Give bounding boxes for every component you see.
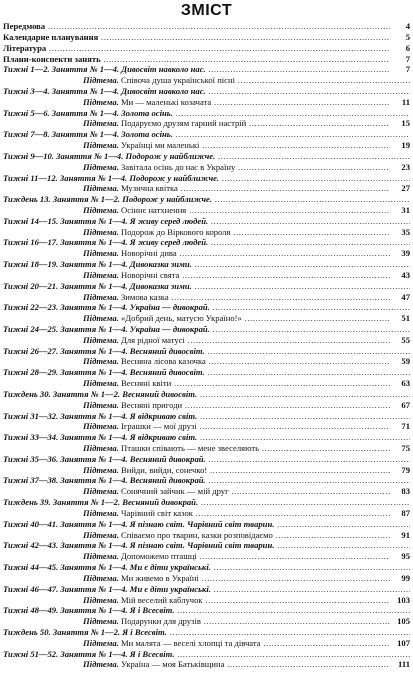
toc-entry [3,400,410,411]
toc-entry-text [83,162,390,173]
toc-entry-text [83,75,410,86]
toc-entry [3,118,410,129]
page-number: 47 [392,292,410,303]
entry-title: Тижні 20—21. Заняття № 1—4. Дивоказка зими. [3,280,192,291]
toc-entry-text [3,454,410,465]
page-number: 87 [392,508,410,519]
entry-title: Література [3,42,47,53]
page-number: 111 [392,659,410,670]
entry-title: Тижні 31—32. Заняття № 1—4. Я відкриваю світ. [3,410,198,421]
entry-title: Новорічні свята [121,269,180,280]
entry-title: Тижні 46—47. Заняття № 1—4. Ми є діти українські. [3,583,211,594]
toc-entry [3,86,410,97]
toc-entry [3,194,410,205]
toc-entry [3,281,410,292]
entry-title: Тижні 48—49. Заняття № 1—4. Я і Всесвіт. [3,605,175,616]
entry-title: Для рідної матусі [121,334,185,345]
toc-entry [3,378,410,389]
page-number: 107 [392,638,410,649]
toc-entry-text [3,519,410,530]
toc-entry [3,205,410,216]
toc-entry-text [83,508,390,519]
subtopic-label: Підтема. [83,183,119,194]
entry-title: Іграшки — мої друзі [121,421,197,432]
page-number: 83 [392,486,410,497]
subtopic-label: Підтема. [83,637,119,648]
page-number: 103 [392,595,410,606]
entry-title: Передмова [3,21,46,31]
toc-entry [3,605,410,616]
subtopic-label: Підтема. [83,443,119,453]
toc-entry-text [83,140,390,151]
subtopic-label: Підтема. [83,399,119,410]
entry-title: Україна — моя Батьківщина [121,659,225,670]
page-number: 15 [392,118,410,129]
toc-entry [3,573,410,584]
toc-entry-text [83,400,390,411]
toc-entry-text [3,346,410,357]
subtopic-label: Підтема. [83,486,119,497]
toc-entry [3,367,410,378]
subtopic-label: Підтема. [83,140,119,150]
toc-entry [3,530,410,541]
page-number: 59 [392,356,410,367]
toc-entry [3,129,410,140]
toc-entry [3,313,410,324]
toc-entry [3,335,410,346]
toc-entry-text [3,129,410,140]
entry-title: Тижні 5—6. Заняття № 1—4. Золота осінь. [3,107,173,118]
toc-entry-text [3,475,410,486]
entry-title: Весняні пригоди [121,399,183,410]
toc-entry [3,584,410,595]
toc-entry [3,627,410,638]
toc-entry-text [83,551,390,562]
toc-entry-text [83,443,390,454]
toc-entry-text [3,367,410,378]
subtopic-label: Підтема. [83,118,119,129]
entry-title: Весняна лісова казочка [121,356,206,367]
toc-entry [3,659,410,670]
toc-entry-text [3,562,410,573]
toc-entry-text [83,313,390,324]
toc-entry-text [83,421,390,432]
page-number: 27 [392,183,410,194]
page-number: 39 [392,248,410,259]
toc-entry-text [3,389,410,400]
toc-entry-text [83,335,390,346]
toc-entry [3,486,410,497]
toc-entry [3,270,410,281]
toc-entry-text [83,616,390,627]
toc-entry-text [3,54,390,65]
entry-title: Пташки співають — мене звеселяють [121,443,260,453]
toc-entry-text [3,584,410,595]
toc-entry-text [3,43,390,54]
toc-entry-text [83,659,390,670]
subtopic-label: Підтема. [83,226,119,237]
toc-entry [3,21,410,32]
toc-entry [3,292,410,303]
subtopic-label: Підтема. [83,334,119,345]
toc-entry [3,173,410,184]
toc-entry-text [3,151,410,162]
toc-entry [3,649,410,660]
entry-title: Тижні 1—2. Заняття № 1—4. Дивосвіт навколо нас. [3,64,206,75]
toc-entry-text [83,356,390,367]
toc-entry [3,43,410,54]
page-number: 7 [392,64,410,75]
page-number: 5 [392,32,410,43]
toc-entry [3,248,410,259]
entry-title: Тижні 9—10. Заняття № 1—4. Подорож у найближче. [3,150,216,161]
toc-entry [3,443,410,454]
toc-entry [3,497,410,508]
toc-entry-text [83,270,390,281]
toc-entry [3,432,410,443]
toc-entry-text [3,649,410,660]
subtopic-label: Підтема. [83,269,119,280]
subtopic-label: Підтема. [83,659,119,670]
toc-entry-text [83,573,390,584]
toc-entry [3,356,410,367]
toc-entry-text [3,411,410,422]
entry-title: Ми живемо в Україні [121,572,199,583]
toc-entry-text [83,530,390,541]
page-number: 105 [392,616,410,627]
entry-title: Новорічні дива [121,248,177,259]
toc-entry [3,475,410,486]
subtopic-label: Підтема. [83,313,119,324]
toc-entry-text [83,595,390,606]
toc-entry-text [3,432,410,443]
page-number: 67 [392,400,410,411]
entry-title: Тижні 18—19. Заняття № 1—4. Дивоказка зими. [3,259,192,269]
page-number: 55 [392,335,410,346]
toc-entry-text [83,292,390,303]
page-number: 35 [392,227,410,238]
entry-title: Тижні 35—36. Заняття № 1—4. Весняний дивокрай. [3,453,206,464]
toc-entry-text [3,86,410,97]
toc-entry [3,638,410,649]
entry-title: Тижні 14—15. Заняття № 1—4. Я живу серед людей. [3,215,209,226]
subtopic-label: Підтема. [83,529,119,540]
subtopic-label: Підтема. [83,96,119,107]
toc-entry-text [3,540,410,551]
toc-entry [3,237,410,248]
entry-title: «Добрий день, матусю Україно!» [121,313,242,324]
entry-title: Тижні 33—34. Заняття № 1—4. Я відкриваю світ. [3,432,198,443]
entry-title: Музична квітка [121,183,178,194]
entry-title: Тижні 37—38. Заняття № 1—4. Весняний дивокрай. [3,475,206,486]
entry-title: Зимова казка [121,291,169,302]
subtopic-label: Підтема. [83,572,119,583]
subtopic-label: Підтема. [83,616,119,627]
entry-title: Мій веселий каблучок [121,594,203,605]
toc-entry [3,508,410,519]
subtopic-label: Підтема. [83,161,119,172]
toc-entry [3,346,410,357]
page-number: 23 [392,162,410,173]
page-number: 43 [392,270,410,281]
toc-entry [3,421,410,432]
toc-entry-text [3,173,410,184]
entry-title: Тижні 7—8. Заняття № 1—4. Золота осінь. [3,129,173,140]
entry-title: Тижні 16—17. Заняття № 1—4. Я живу серед людей. [3,237,209,248]
toc-entry [3,540,410,551]
subtopic-label: Підтема. [83,291,119,302]
subtopic-label: Підтема. [83,594,119,605]
page-number: 71 [392,421,410,432]
toc-entry-text [83,378,390,389]
toc-entry-text [83,183,390,194]
toc-entry-text [83,486,390,497]
entry-title: Чарівний світ казок [121,507,193,518]
toc-entry [3,465,410,476]
subtopic-label: Підтема. [83,356,119,367]
toc-entry-text [3,108,410,119]
entry-title: Тижні 51—52. Заняття № 1—4. Я і Всесвіт. [3,648,175,659]
toc-entry-text [3,194,410,205]
toc-entry-text [3,302,410,313]
entry-title: Подаруємо друзям гарний настрій [121,118,247,129]
page-number: 95 [392,551,410,562]
toc-entry [3,108,410,119]
toc-entry [3,519,410,530]
toc-entry [3,140,410,151]
entry-title: Весняні квіти [121,378,172,389]
subtopic-label: Підтема. [83,378,119,389]
toc-title: ЗМІСТ [180,2,233,19]
entry-title: Сонячний зайчик — мій друг [121,486,229,497]
entry-title: Тижні 22—23. Заняття № 1—4. Україна — дивокрай. [3,302,210,313]
toc-entry [3,54,410,65]
toc-entry-text [83,97,390,108]
toc-entry-text [3,64,390,75]
page-number: 11 [392,97,410,108]
entry-title: Тижні 26—27. Заняття № 1—4. Весняний дивосвіт. [3,345,205,356]
toc-entry [3,32,410,43]
toc-entry-text [3,32,390,43]
entry-title: Подорож до Віркового короля [121,226,231,237]
toc-entry [3,216,410,227]
page-number: 51 [392,313,410,324]
entry-title: Тижні 44—45. Заняття № 1—4. Ми є діти українські. [3,562,211,572]
subtopic-label: Підтема. [83,421,119,432]
page-number: 31 [392,205,410,216]
toc-entry-text [3,281,410,292]
entry-title: Тижні 24—25. Заняття № 1—4. Україна — дивокрай. [3,324,210,334]
entry-title: Співоча душа української пісні [121,75,235,86]
page-number: 4 [392,21,410,32]
toc-entry-text [3,324,410,335]
toc-entry-text [3,627,410,638]
toc-entry [3,151,410,162]
entry-title: Осіннє натхнення [121,204,187,215]
page-number: 99 [392,573,410,584]
toc-entry [3,562,410,573]
toc-entry-text [83,248,390,259]
entry-title: Тижні 28—29. Заняття № 1—4. Весняний дивосвіт. [3,367,205,378]
toc-entry [3,259,410,270]
toc-entry [3,616,410,627]
toc-entry [3,97,410,108]
subtopic-label: Підтема. [83,248,119,259]
entry-title: Допоможемо пташці [121,551,197,562]
subtopic-label: Підтема. [83,507,119,518]
page-number: 63 [392,378,410,389]
toc-entry-text [83,205,390,216]
toc-entry [3,64,410,75]
toc-entry-text [83,638,390,649]
entry-title: Завітала осінь до нас в Україну [121,161,236,172]
page-number: 6 [392,43,410,54]
toc-entry [3,75,410,86]
toc-entry-text [83,118,390,129]
subtopic-label: Підтема. [83,464,119,475]
entry-title: Тижні 11—12. Заняття № 1—4. Подорож у найближче. [3,172,220,183]
toc-entry [3,389,410,400]
toc-entry [3,454,410,465]
entry-title: Співаємо про тварин, казки розповідаємо [121,529,273,540]
toc-entry [3,302,410,313]
toc-entry [3,595,410,606]
toc-entry [3,183,410,194]
toc-entry-text [3,216,410,227]
toc-entry [3,551,410,562]
entry-title: Тиждень 50. Заняття № 1—2. Я і Всесвіт. [3,626,167,637]
toc-entry [3,227,410,238]
page-number: 91 [392,530,410,541]
subtopic-label: Підтема. [83,551,119,562]
entry-title: Подарунки для друзів [121,616,201,627]
toc-entry-text [3,497,410,508]
toc-entry-text [3,259,410,270]
toc-entry [3,324,410,335]
entry-title: Тижні 3—4. Заняття № 1—4. Дивосвіт навколо нас. [3,85,206,96]
toc-entry [3,162,410,173]
entry-title: Ми малята — веселі хлопці та дівчата [121,637,261,648]
toc-entry-text [3,237,410,248]
page-number: 75 [392,443,410,454]
toc-entry [3,411,410,422]
toc-entry-text [83,465,390,476]
entry-title: Ми — маленькі козачата [121,96,212,107]
page-number: 19 [392,140,410,151]
entry-title: Тиждень 39. Заняття № 1—2. Весняний дивокрай. [3,497,199,508]
page-number: 79 [392,465,410,476]
toc-entry-text [83,227,390,238]
subtopic-label: Підтема. [83,204,119,215]
entry-title: Українці ми маленькі [121,140,200,150]
toc-entry-text [3,605,410,616]
entry-title: Плани-конспекти занять [3,53,101,64]
page-number: 7 [392,54,410,65]
entry-title: Тижні 40—41. Заняття № 1—4. Я пізнаю світ. Чарівний світ тварин. [3,518,275,529]
entry-title: Тиждень 30. Заняття № 1—2. Весняний дивосвіт. [3,388,198,399]
entry-title: Календарне планування [3,31,99,42]
subtopic-label: Підтема. [83,75,119,86]
entry-title: Тиждень 13. Заняття № 1—2. Подорож у найближче. [3,194,212,205]
entry-title: Вийди, вийди, сонечко! [121,464,208,475]
toc-entry-text [3,21,390,32]
entry-title: Тижні 42—43. Заняття № 1—4. Я пізнаю світ. Чарівний світ тварин. [3,540,275,551]
